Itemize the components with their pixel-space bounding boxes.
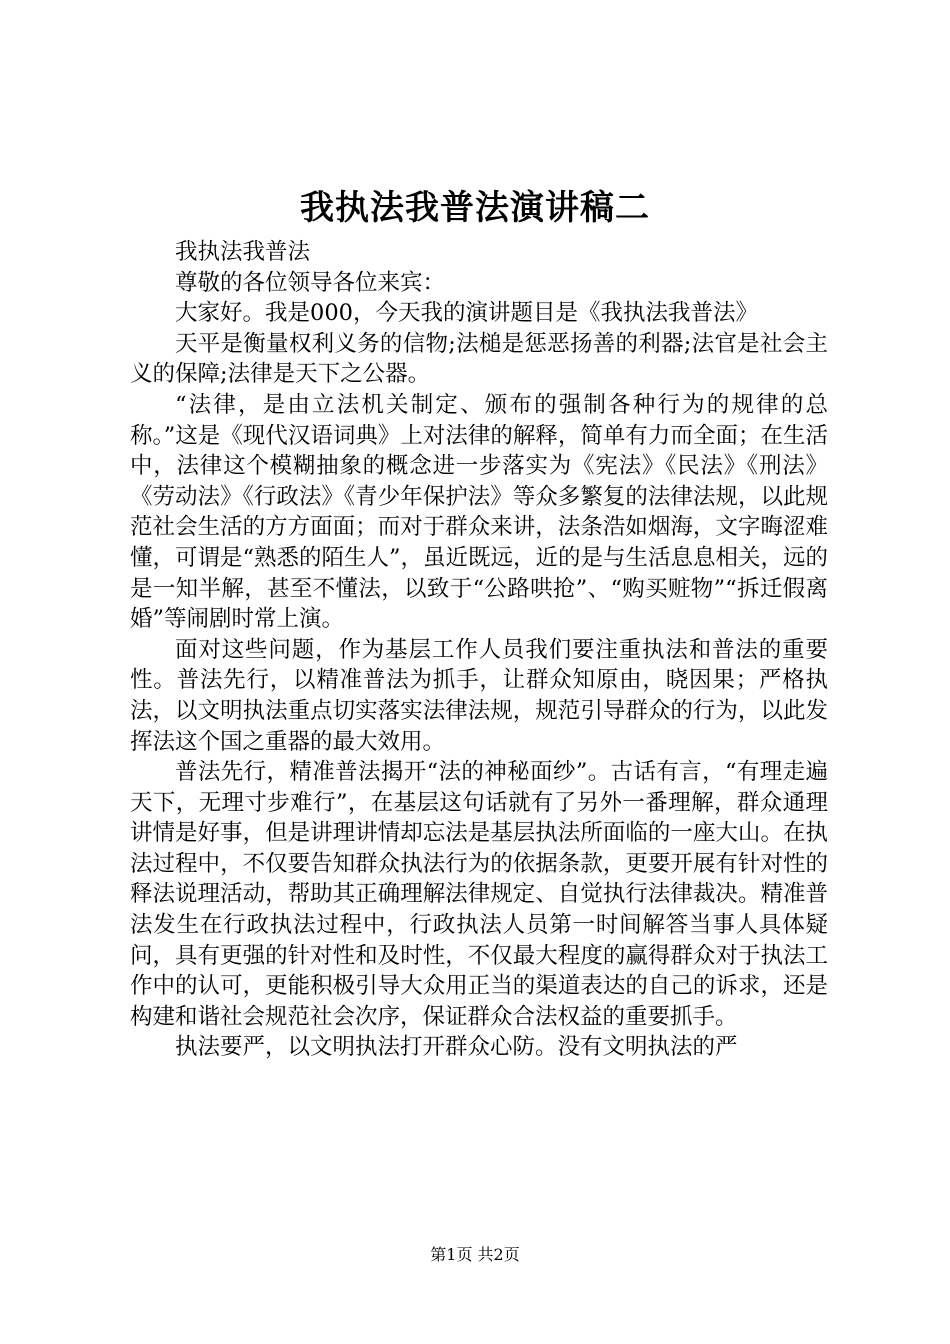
paragraph-salutation: 尊敬的各位领导各位来宾：	[175, 269, 446, 296]
paragraph-1: 天平是衡量权利义务的信物;法槌是惩恶扬善的利器;法官是社会主义的保障;法律是天下之公器。	[130, 330, 828, 388]
paragraph-3: 面对这些问题，作为基层工作人员我们要注重执法和普法的重要性。普法先行，以精准普法为抓手，让群众知原由，晓因果；严格执法，以文明执法重点切实落实法律法规，规范引导群众的行为，以此发挥法这个国之重器的最大效用。	[130, 636, 828, 755]
paragraph-greeting-heading: 我执法我普法	[175, 239, 311, 265]
paragraph-5: 执法要严，以文明执法打开群众心防。没有文明执法的严	[175, 1034, 738, 1061]
paragraph-4: 普法先行，精准普法揭开“法的神秘面纱”。古话有言，“有理走遍天下，无理寸步难行”，在基层这句话就有了另外一番理解，群众通理讲情是好事，但是讲理讲情却忘法是基层执法所面临的一座大山。在执法过程中，不仅要告知群众执法行为的依据条款，更要开展有针对性的释法说理活动，帮助其正确理解法律规定、自觉执行法律裁决。精准普法发生在行政执法过程中，行政执法人员第一时间解答当事人具体疑问，具有更强的针对性和及时性，不仅最大程度的赢得群众对于执法工作中的认可，更能积极引导大众用正当的渠道表达的自己的诉求，还是构建和谐社会规范社会次序，保证群众合法权益的重要抓手。	[130, 759, 828, 1030]
document-title: 我执法我普法演讲稿二	[300, 188, 650, 228]
paragraph-2: “法律，是由立法机关制定、颁布的强制各种行为的规律的总称。”这是《现代汉语词典》上对法律的解释，简单有力而全面；在生活中，法律这个模糊抽象的概念进一步落实为《宪法》《民法》《刑法》《劳动法》《行政法》《青少年保护法》等众多繁复的法律法规，以此规范社会生活的方方面面；而对于群众来讲，法条浩如烟海，文字晦涩难懂，可谓是“熟悉的陌生人”，虽近既远，近的是与生活息息相关，远的是一知半解，甚至不懂法，以致于“公路哄抢”、“购买赃物”“拆迁假离婚”等闹剧时常上演。	[130, 391, 829, 633]
page-footer: 第1页 共2页	[430, 1245, 520, 1264]
document-body	[130, 237, 828, 1063]
paragraph-intro: 大家好。我是000，今天我的演讲题目是《我执法我普法》	[175, 300, 758, 327]
